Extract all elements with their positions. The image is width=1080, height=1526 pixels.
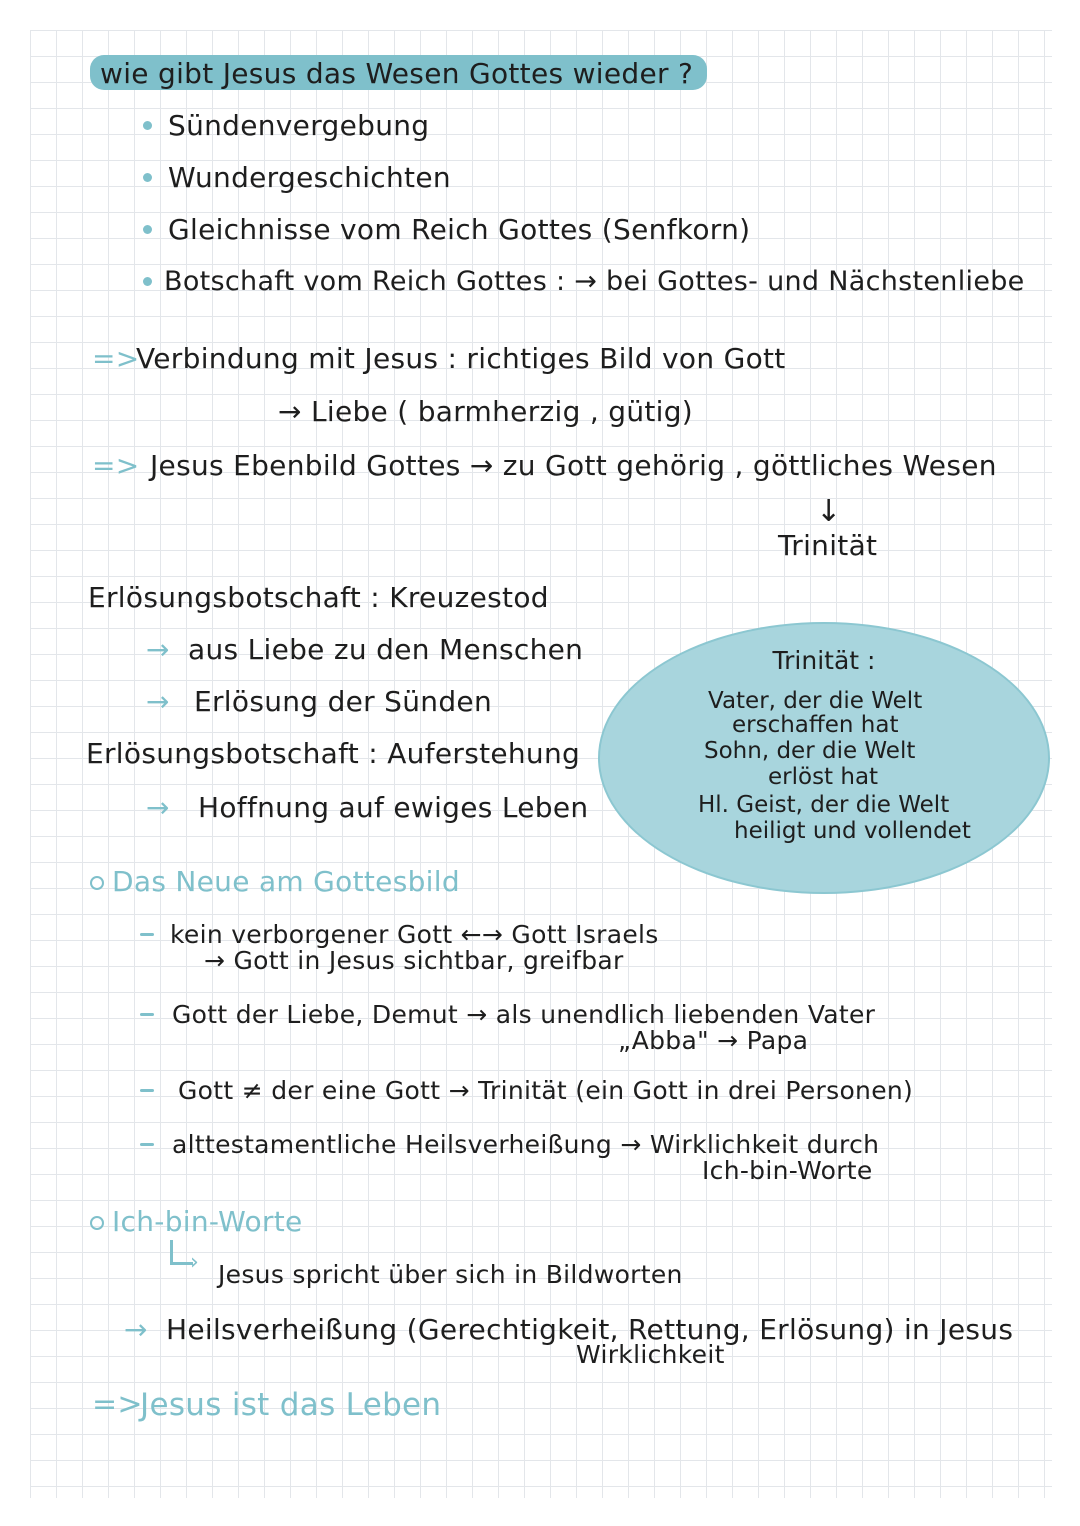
hook-arrow-tip-icon: › (190, 1250, 199, 1275)
bullet-icon (143, 173, 152, 182)
neue-item: alttestamentliche Heilsverheißung → Wirklichkeit durch (172, 1130, 880, 1159)
liebe-line: → Liebe ( barmherzig , gütig) (278, 395, 694, 428)
verbindung-line: Verbindung mit Jesus : richtiges Bild von Gott (136, 342, 786, 375)
page-title (90, 57, 707, 90)
implication-arrow-icon: => (92, 1387, 143, 1422)
section-ring-icon (90, 876, 104, 890)
down-arrow-icon: ↓ (816, 494, 842, 529)
ichbin-subline: Wirklichkeit (576, 1340, 725, 1369)
neue-item: kein verborgener Gott ←→ Gott Israels (170, 920, 659, 949)
erloesung-title: Erlösungsbotschaft : Kreuzestod (88, 581, 549, 614)
implication-arrow-icon: => (92, 449, 140, 482)
arrow-icon: → (146, 791, 170, 824)
trinitaet-label: Trinität (778, 529, 878, 562)
dash-icon (140, 1089, 154, 1092)
arrow-icon: → (146, 685, 170, 718)
neue-item: Gott ≠ der eine Gott → Trinität (ein Gott in drei Personen) (178, 1076, 914, 1105)
neue-item: Gott der Liebe, Demut → als unendlich liebenden Vater (172, 1000, 876, 1029)
bullet-icon (143, 121, 152, 130)
neue-subitem: „Abba" → Papa (618, 1026, 809, 1055)
trinity-title: Trinität : (772, 646, 876, 675)
title-highlight: wie gibt Jesus das Wesen Gottes wieder ? (90, 55, 707, 90)
trinity-line: Hl. Geist, der die Welt (698, 792, 950, 818)
trinity-ellipse (598, 622, 1050, 894)
dash-icon (140, 1143, 154, 1146)
erloesung-item: aus Liebe zu den Menschen (188, 633, 584, 666)
trinity-line: Sohn, der die Welt (704, 738, 916, 764)
conclusion: Jesus ist das Leben (140, 1387, 442, 1423)
ebenbild-line: Jesus Ebenbild Gottes → zu Gott gehörig , göttliches Wesen (150, 449, 997, 482)
ichbin-line: Jesus spricht über sich in Bildworten (218, 1260, 683, 1289)
section-ring-icon (90, 1216, 104, 1230)
bullet-icon (143, 277, 152, 286)
dash-icon (140, 933, 154, 936)
arrow-icon: → (124, 1313, 148, 1346)
neue-subitem: → Gott in Jesus sichtbar, greifbar (204, 946, 624, 975)
bullet-item: Gleichnisse vom Reich Gottes (Senfkorn) (168, 213, 751, 246)
bullet-icon (143, 225, 152, 234)
trinity-line: heiligt und vollendet (734, 818, 971, 844)
dash-icon (140, 1013, 154, 1016)
neue-title: Das Neue am Gottesbild (112, 865, 460, 898)
neue-subitem: Ich-bin-Worte (702, 1156, 873, 1185)
implication-arrow-icon: => (92, 342, 140, 375)
bullet-item: Sündenvergebung (168, 109, 430, 142)
ichbin-line: Heilsverheißung (Gerechtigkeit, Rettung, Erlösung) in Jesus (166, 1313, 1014, 1346)
erloesung-item: Hoffnung auf ewiges Leben (198, 791, 589, 824)
erloesung-item: Erlösung der Sünden (194, 685, 492, 718)
bullet-item: Botschaft vom Reich Gottes : → bei Gottes- und Nächstenliebe (164, 266, 1025, 297)
trinity-line: erlöst hat (768, 764, 879, 790)
trinity-line: Vater, der die Welt (708, 688, 923, 714)
erloesung-title: Erlösungsbotschaft : Auferstehung (86, 737, 581, 770)
bullet-item: Wundergeschichten (168, 161, 451, 194)
trinity-line: erschaffen hat (732, 712, 899, 738)
ichbin-title: Ich-bin-Worte (112, 1205, 303, 1238)
arrow-icon: → (146, 633, 170, 666)
